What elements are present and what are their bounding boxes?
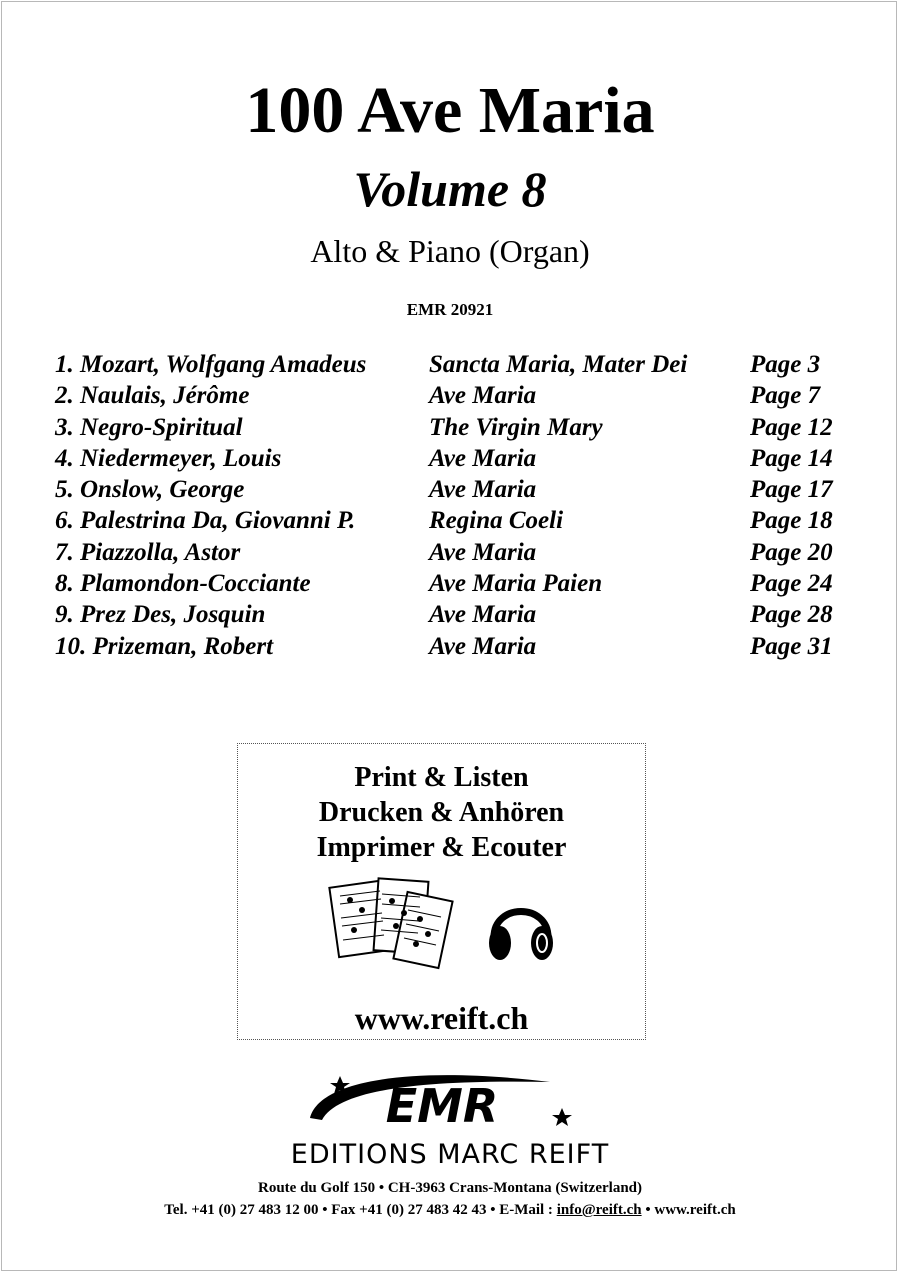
contact-phone-fax: Tel. +41 (0) 27 483 12 00 • Fax +41 (0) 27 483 42 43 • E-Mail : bbox=[164, 1202, 557, 1218]
publisher-name: EDITIONS MARC REIFT bbox=[290, 1139, 610, 1170]
promo-line-english: Print & Listen bbox=[354, 762, 529, 793]
page-number: Page 14 bbox=[750, 444, 833, 472]
sheet-music-icon bbox=[328, 874, 458, 974]
contents-row bbox=[55, 568, 855, 599]
publisher-address: Route du Golf 150 • CH-3963 Crans-Montana (Switzerland) bbox=[258, 1180, 642, 1196]
page-number: Page 18 bbox=[750, 507, 833, 535]
page-number: Page 7 bbox=[750, 382, 821, 410]
page-number: Page 28 bbox=[750, 601, 833, 629]
work-title: Ave Maria bbox=[429, 476, 537, 504]
contact-website: • www.reift.ch bbox=[641, 1202, 736, 1218]
promo-line-german: Drucken & Anhören bbox=[318, 797, 565, 828]
email-link[interactable]: info@reift.ch bbox=[556, 1202, 642, 1218]
emr-logo bbox=[300, 1068, 600, 1138]
contents-row bbox=[55, 537, 855, 568]
work-title: Ave Maria bbox=[429, 382, 537, 410]
instrumentation: Alto & Piano (Organ) bbox=[310, 233, 590, 269]
work-title: Ave Maria bbox=[429, 632, 537, 660]
work-title: Regina Coeli bbox=[429, 507, 564, 535]
page-number: Page 17 bbox=[750, 476, 833, 504]
composer: 7. Piazzolla, Astor bbox=[55, 538, 241, 566]
table-of-contents bbox=[55, 349, 855, 662]
composer: 5. Onslow, George bbox=[55, 476, 245, 504]
logo-text: EMR bbox=[385, 1079, 499, 1133]
composer: 10. Prizeman, Robert bbox=[55, 632, 274, 660]
publisher-contact bbox=[0, 1203, 900, 1218]
work-title: Ave Maria bbox=[429, 538, 537, 566]
contents-row bbox=[55, 474, 855, 505]
catalog-number: EMR 20921 bbox=[406, 300, 494, 319]
composer: 4. Niedermeyer, Louis bbox=[55, 444, 282, 472]
composer: 2. Naulais, Jérôme bbox=[55, 382, 250, 410]
contents-row bbox=[55, 349, 855, 380]
work-title: Ave Maria bbox=[429, 444, 537, 472]
composer: 3. Negro-Spiritual bbox=[55, 413, 243, 441]
page-number: Page 3 bbox=[750, 351, 821, 378]
headphones-icon bbox=[486, 889, 556, 969]
page-number: Page 24 bbox=[750, 570, 833, 598]
promo-line-french: Imprimer & Ecouter bbox=[316, 832, 567, 863]
page-number: Page 20 bbox=[750, 538, 833, 566]
book-title: 100 Ave Maria bbox=[245, 74, 655, 147]
contents-row bbox=[55, 412, 855, 443]
page-number: Page 31 bbox=[750, 632, 833, 660]
contents-row bbox=[55, 380, 855, 411]
contents-row bbox=[55, 631, 855, 662]
composer: 6. Palestrina Da, Giovanni P. bbox=[55, 507, 356, 535]
contents-row bbox=[55, 599, 855, 630]
work-title: The Virgin Mary bbox=[429, 413, 603, 441]
work-title: Sancta Maria, Mater Dei bbox=[429, 351, 688, 378]
website-link[interactable]: www.reift.ch bbox=[354, 1000, 529, 1036]
page-number: Page 12 bbox=[750, 413, 833, 441]
work-title: Ave Maria bbox=[429, 601, 537, 629]
contents-row bbox=[55, 505, 855, 536]
volume-label: Volume 8 bbox=[353, 161, 547, 217]
print-listen-box bbox=[237, 743, 646, 1040]
composer: 8. Plamondon-Cocciante bbox=[55, 570, 311, 598]
composer: 9. Prez Des, Josquin bbox=[55, 601, 266, 629]
composer: 1. Mozart, Wolfgang Amadeus bbox=[55, 351, 367, 378]
work-title: Ave Maria Paien bbox=[429, 570, 603, 598]
contents-row bbox=[55, 443, 855, 474]
